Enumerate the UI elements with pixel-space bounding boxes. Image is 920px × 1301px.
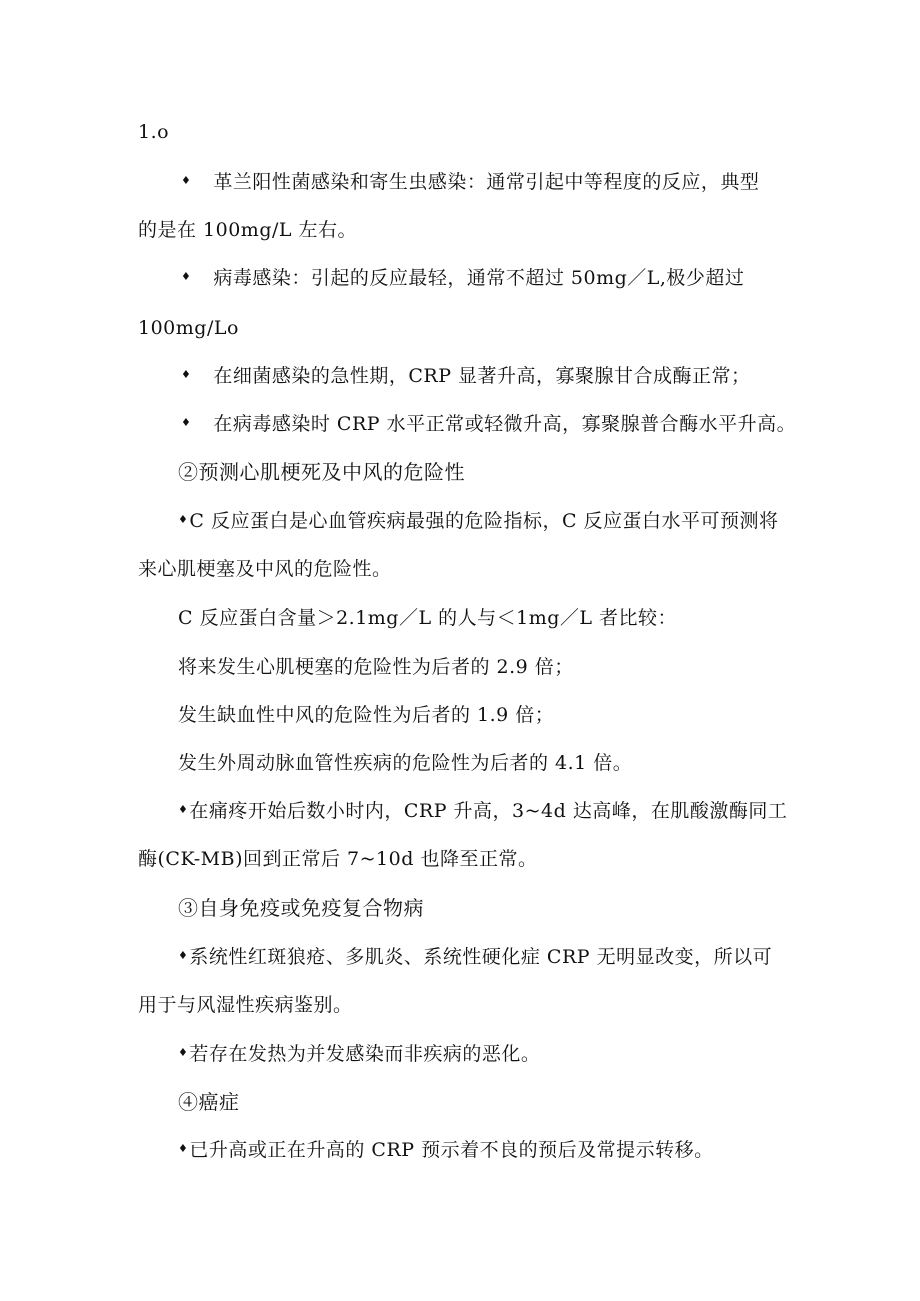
bullet-icon: ♦ — [178, 949, 189, 962]
text-line — [178, 606, 677, 630]
line-text: 系统性红斑狼疮、多肌炎、系统性硬化症 CRP 无明显改变，所以可 — [189, 946, 773, 968]
line-text: 在痛疼开始后数小时内，CRP 升高，3~4d 达高峰，在肌酸激酶同工 — [189, 800, 788, 822]
bullet-line — [181, 170, 759, 195]
line-text: 发生缺血性中风的危险性为后者的 1.9 倍； — [178, 704, 555, 726]
section-heading — [178, 460, 465, 484]
bullet-line — [178, 1138, 714, 1163]
heading-text: ④癌症 — [178, 1090, 240, 1114]
line-text: 病毒感染：引起的反应最轻，通常不超过 50mg／L,极少超过 — [213, 267, 745, 289]
text-line — [178, 703, 554, 727]
bullet-icon: ♦ — [181, 174, 192, 187]
heading-text: ③自身免疫或免疫复合物病 — [178, 896, 424, 920]
line-text: 若存在发热为并发感染而非疾病的恶化。 — [189, 1043, 541, 1065]
text-line — [138, 847, 537, 871]
text-line — [138, 218, 357, 242]
bullet-icon: ♦ — [181, 368, 192, 381]
line-text: C 反应蛋白含量＞2.1mg／L 的人与＜1mg／L 者比较： — [178, 607, 678, 629]
text-line — [138, 557, 392, 581]
line-text: 来心肌梗塞及中风的危险性。 — [138, 558, 392, 580]
bullet-line — [181, 266, 744, 291]
bullet-icon: ♦ — [178, 803, 189, 816]
section-heading — [178, 896, 424, 920]
text-line — [178, 655, 574, 679]
text-line — [138, 316, 239, 340]
line-text: 1.o — [138, 121, 170, 143]
line-text: 的是在 100mg/L 左右。 — [138, 219, 358, 241]
bullet-icon: ♦ — [178, 513, 189, 526]
bullet-icon: ♦ — [178, 1142, 189, 1155]
bullet-line — [181, 364, 751, 389]
heading-text: ②预测心肌梗死及中风的危险性 — [178, 460, 465, 484]
bullet-line — [178, 945, 772, 970]
bullet-icon: ♦ — [181, 416, 192, 429]
line-text: 在细菌感染的急性期，CRP 显著升高，寡聚腺甘合成酶正常； — [213, 365, 751, 387]
section-heading — [178, 1090, 240, 1114]
bullet-line — [178, 509, 779, 534]
bullet-icon: ♦ — [178, 1046, 189, 1059]
line-text: 革兰阳性菌感染和寄生虫感染：通常引起中等程度的反应，典型 — [213, 171, 760, 193]
line-text: 100mg/Lo — [138, 317, 239, 339]
bullet-line — [178, 799, 787, 824]
text-line — [178, 751, 632, 775]
line-text: 已升高或正在升高的 CRP 预示着不良的预后及常提示转移。 — [189, 1139, 714, 1161]
line-text: 发生外周动脉血管性疾病的危险性为后者的 4.1 倍。 — [178, 752, 633, 774]
text-line — [138, 120, 169, 144]
line-text: 酶(CK-MB)回到正常后 7~10d 也降至正常。 — [138, 848, 538, 870]
line-text: C 反应蛋白是心血管疾病最强的危险指标，C 反应蛋白水平可预测将 — [189, 510, 779, 532]
bullet-line — [178, 1042, 540, 1067]
line-text: 在病毒感染时 CRP 水平正常或轻微升高，寡聚腺普合酶水平升高。 — [213, 413, 797, 435]
line-text: 将来发生心肌梗塞的危险性为后者的 2.9 倍； — [178, 656, 574, 678]
bullet-icon: ♦ — [181, 270, 192, 283]
line-text: 用于与风湿性疾病鉴别。 — [138, 994, 353, 1016]
bullet-line — [181, 412, 796, 437]
text-line — [138, 993, 353, 1017]
